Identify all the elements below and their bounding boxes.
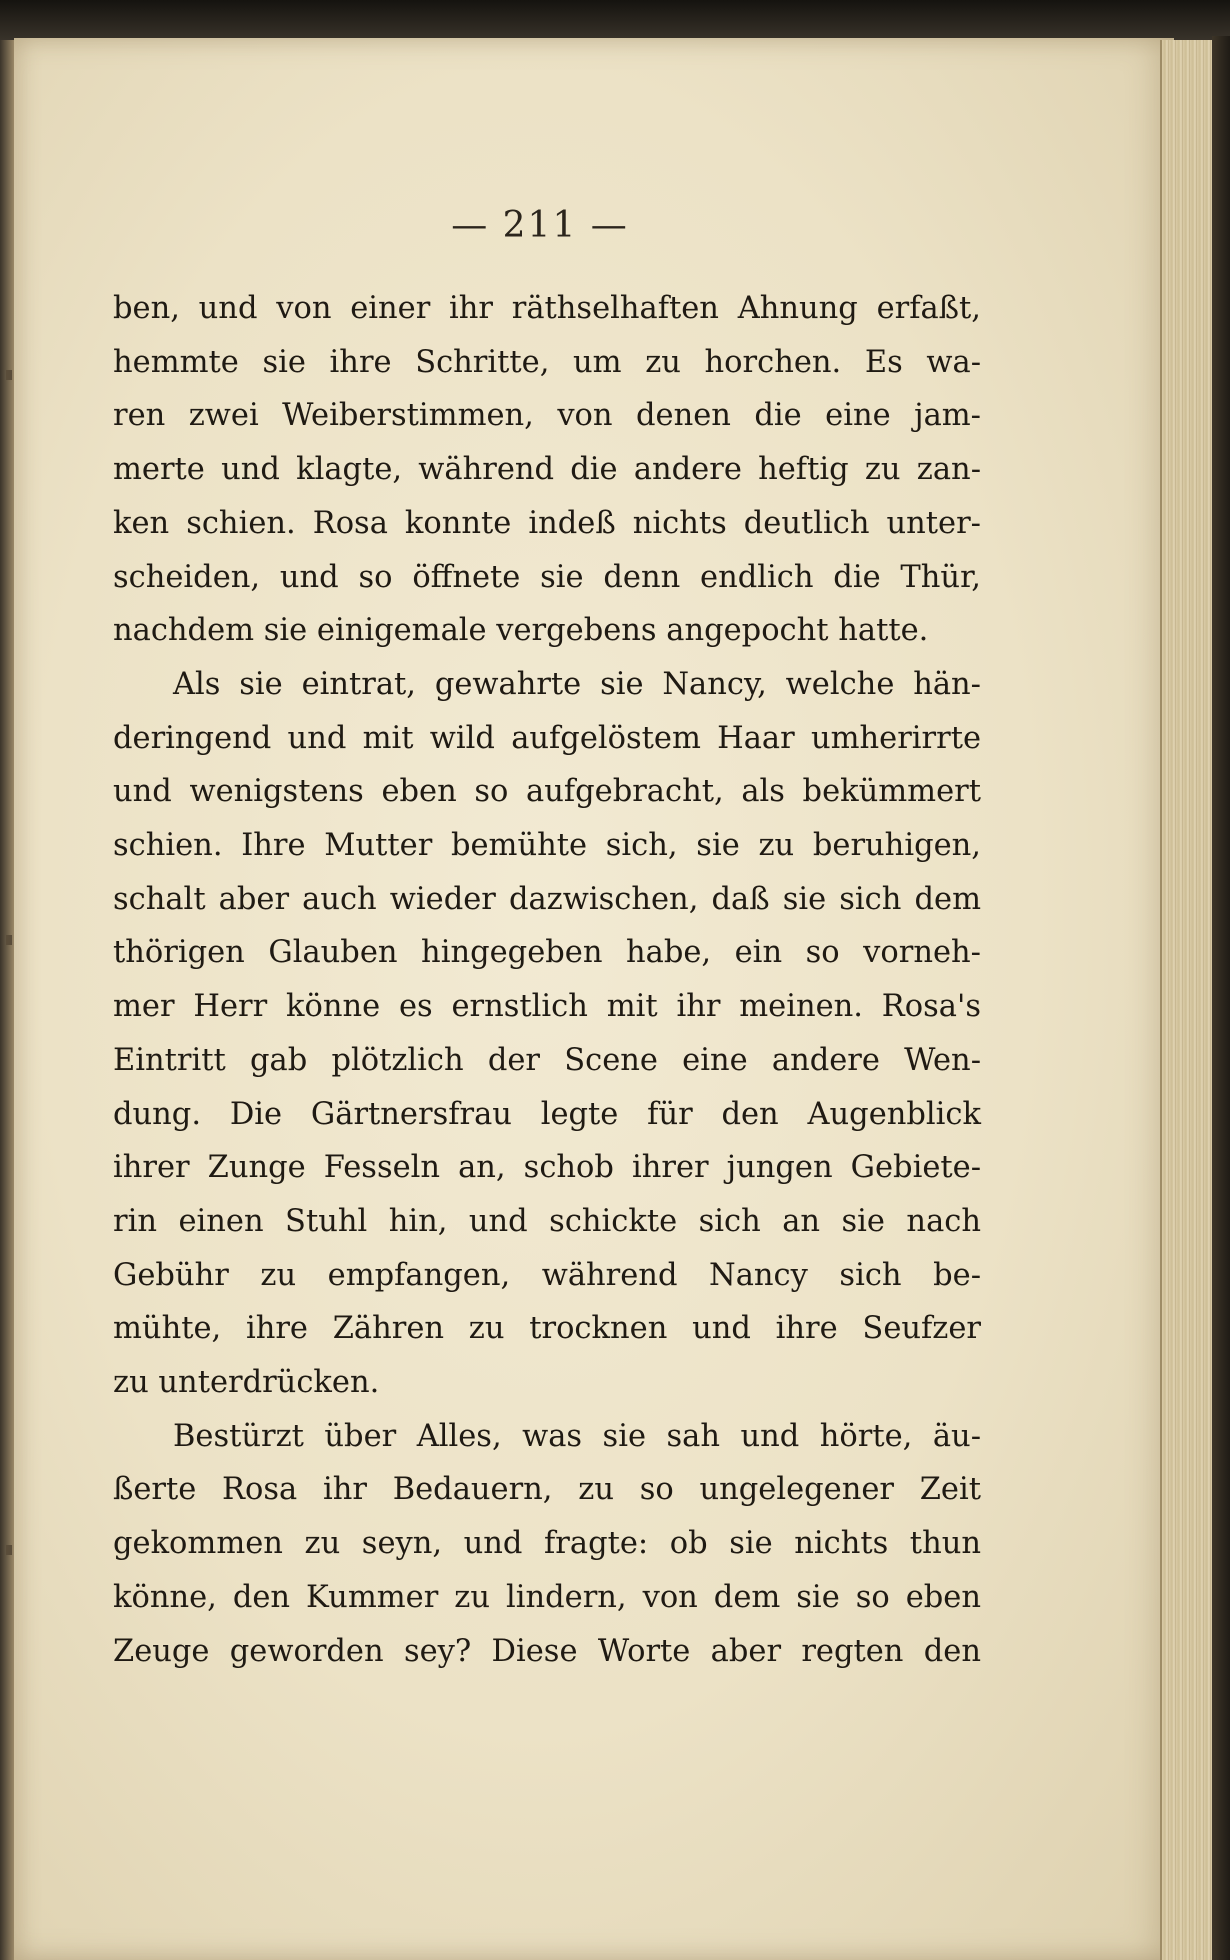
book-cover-edge: [1212, 36, 1230, 1960]
text-line: schien. Ihre Mutter bemühte sich, sie zu beruhigen,: [113, 828, 981, 864]
top-shadow-edge: [0, 0, 1230, 42]
text-line: könne, den Kummer zu lindern, von dem sie so eben: [113, 1579, 981, 1615]
paragraph: [113, 658, 981, 1410]
text-line: Als sie eintrat, gewahrte sie Nancy, welche hän-: [173, 666, 981, 702]
page-edges: [1160, 40, 1220, 1960]
text-line: merte und klagte, während die andere heftig zu zan-: [113, 452, 981, 488]
text-line: ken schien. Rosa konnte indeß nichts deutlich unter-: [113, 505, 981, 541]
text-line: dung. Die Gärtnersfrau legte für den Augenblick: [113, 1096, 981, 1132]
text-line: und wenigstens eben so aufgebracht, als bekümmert: [113, 774, 981, 810]
paragraph: [113, 282, 981, 658]
margin-mark: [6, 370, 12, 380]
body-text: [113, 282, 981, 1678]
paragraph: [113, 1410, 981, 1679]
text-line: thörigen Glauben hingegeben habe, ein so vorneh-: [113, 935, 981, 971]
text-line: ren zwei Weiberstimmen, von denen die eine jam-: [113, 398, 981, 434]
page-number: — 211 —: [451, 205, 629, 246]
text-line: mühte, ihre Zähren zu trocknen und ihre Seufzer: [113, 1311, 981, 1347]
text-line: gekommen zu seyn, und fragte: ob sie nichts thun: [113, 1526, 981, 1562]
margin-mark: [6, 1545, 12, 1555]
text-line: Eintritt gab plötzlich der Scene eine andere Wen-: [113, 1042, 981, 1078]
text-line: Zeuge geworden sey? Diese Worte aber regten den: [113, 1633, 981, 1669]
text-line: scheiden, und so öffnete sie denn endlich die Thür,: [113, 559, 981, 595]
margin-mark: [6, 935, 12, 945]
text-line: rin einen Stuhl hin, und schickte sich an sie nach: [113, 1203, 981, 1239]
text-line: mer Herr könne es ernstlich mit ihr meinen. Rosa's: [113, 989, 981, 1025]
text-line: hemmte sie ihre Schritte, um zu horchen. Es wa-: [113, 344, 981, 380]
text-line: Gebühr zu empfangen, während Nancy sich be-: [113, 1257, 981, 1293]
text-line: ßerte Rosa ihr Bedauern, zu so ungelegener Zeit: [113, 1472, 981, 1508]
text-line: schalt aber auch wieder dazwischen, daß sie sich dem: [113, 881, 981, 917]
text-line: deringend und mit wild aufgelöstem Haar umherirrte: [113, 720, 981, 756]
text-line: ben, und von einer ihr räthselhaften Ahnung erfaßt,: [113, 291, 981, 326]
text-line: ihrer Zunge Fesseln an, schob ihrer jungen Gebiete-: [113, 1150, 981, 1186]
text-line: zu unterdrücken.: [113, 1365, 380, 1401]
text-line: Bestürzt über Alles, was sie sah und hörte, äu-: [173, 1418, 981, 1454]
text-line: nachdem sie einigemale vergebens angepocht hatte.: [113, 613, 929, 649]
